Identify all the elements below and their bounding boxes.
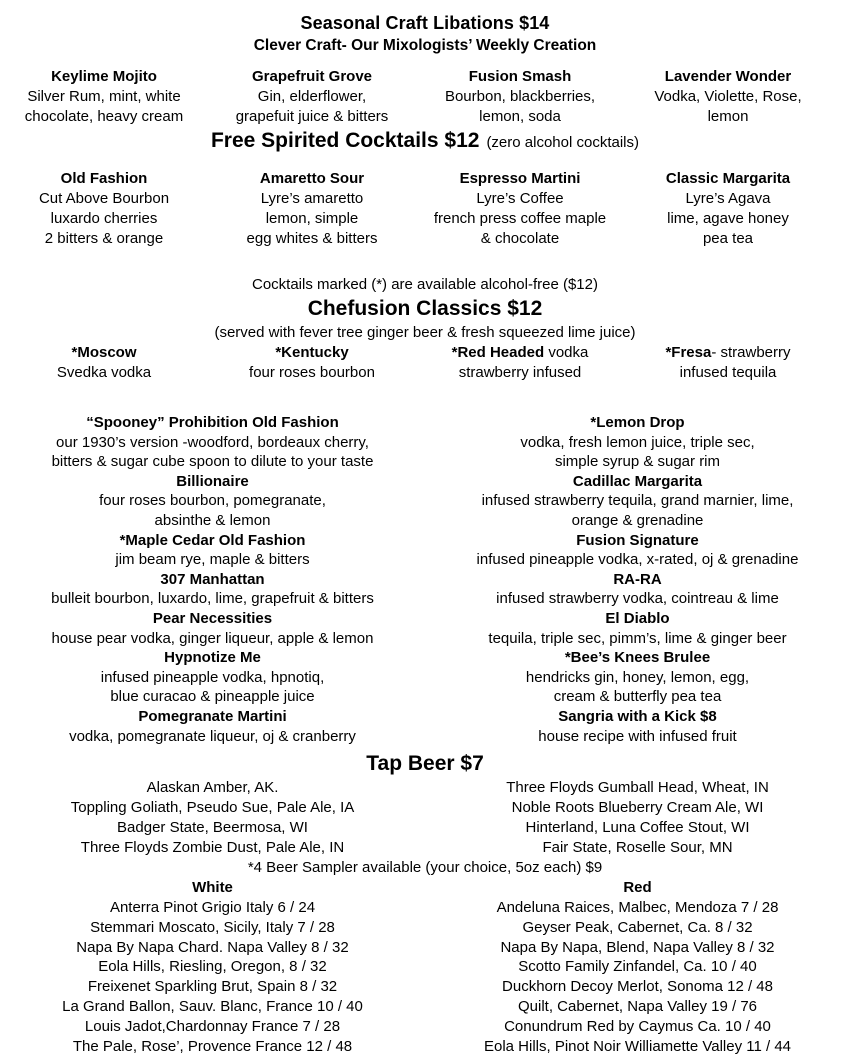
item-name: Cadillac Margarita [572,472,703,490]
wine-section [0,898,850,1056]
item-desc-line: jim beam rye, maple & bitters [115,551,310,569]
tap-beer-left-column [0,778,425,858]
wine-item: Scotto Family Zinfandel, Ca. 10 / 40 [518,958,757,976]
seasonal-subtitle: Clever Craft- Our Mixologists’ Weekly Creation [253,37,597,54]
item-name: Pomegranate Martini [138,707,287,725]
beer-sampler-note: *4 Beer Sampler available (your choice, 5oz each) $9 [247,859,603,877]
item-desc-line: Vodka, Violette, Rose, [654,88,802,105]
item-name: *Lemon Drop [590,414,685,431]
item-desc-line: tequila, triple sec, pimm’s, lime & ginger beer [488,629,787,647]
menu-item [416,343,624,383]
tap-beer-right-column [425,778,850,858]
item-name: 307 Manhattan [160,570,265,588]
item-desc-line: absinthe & lemon [154,511,271,529]
chefusion-items-row [0,343,832,383]
item-desc-line: Lyre’s Agava [685,190,771,207]
item-desc-line: our 1930’s version -woodford, bordeaux cherry, [56,433,369,451]
red-wine-header: Red [623,879,652,897]
item-desc-line: Gin, elderflower, [257,88,367,105]
menu-item [416,67,624,127]
item-desc-line: Lyre’s Coffee [476,190,564,207]
menu-item [435,531,840,570]
wine-item: The Pale, Rose’, Provence France 12 / 48 [72,1037,353,1055]
menu-item [435,413,840,472]
signature-cocktails-section [0,413,850,746]
red-wine-column [425,898,850,1056]
item-name: El Diablo [605,609,670,627]
beer-item: Three Floyds Zombie Dust, Pale Ale, IN [80,839,345,857]
item-name: Keylime Mojito [51,68,157,85]
menu-item [10,472,415,531]
menu-item [435,707,840,746]
menu-item [208,169,416,249]
item-desc-line: four roses bourbon [249,364,375,381]
item-name: Hypnotize Me [164,649,261,667]
wine-headers-row [0,878,850,898]
menu-item [10,570,415,609]
item-desc-line: house pear vodka, ginger liqueur, apple & lemon [51,629,374,647]
item-desc-line: lemon [707,108,749,125]
menu-item [0,343,208,383]
item-desc-line: strawberry infused [458,364,582,381]
white-wine-header: White [192,879,233,897]
menu-item [416,169,624,249]
menu-item [208,343,416,383]
wine-item: Freixenet Sparkling Brut, Spain 8 / 32 [87,978,338,996]
item-desc-line: Silver Rum, mint, white [27,88,181,105]
item-desc-line: house recipe with infused fruit [538,727,737,745]
beer-item: Noble Roots Blueberry Cream Ale, WI [511,799,764,817]
signature-right-column [425,413,850,746]
item-desc-line: grapefuit juice & bitters [235,108,389,125]
item-name-rest: vodka [544,344,589,361]
white-wine-column [0,898,425,1056]
menu-item [10,648,415,707]
item-desc-line: blue curacao & pineapple juice [110,688,315,706]
item-desc-line: cream & butterfly pea tea [553,688,722,706]
beer-item: Three Floyds Gumball Head, Wheat, IN [506,779,769,797]
item-desc-line: bulleit bourbon, luxardo, lime, grapefruit & bitters [51,590,374,608]
item-name: “Spooney” Prohibition Old Fashion [86,414,339,431]
seasonal-items-row [0,67,832,127]
tap-beer-section [0,778,850,858]
item-name-line [628,343,828,363]
wine-item: Stemmari Moscato, Sicily, Italy 7 / 28 [90,918,335,936]
menu-item [0,169,208,249]
menu-item [10,413,415,472]
menu-item [624,67,832,127]
menu-item [10,707,415,746]
menu-item [624,343,832,383]
item-desc-line: lime, agave honey [667,210,789,227]
free-spirited-header [0,127,850,157]
beer-item: Badger State, Beermosa, WI [117,819,308,837]
item-desc-line: Lyre’s amaretto [260,190,364,207]
item-desc-line: chocolate, heavy cream [24,108,184,125]
seasonal-title: Seasonal Craft Libations $14 [300,13,550,33]
menu-item [10,531,415,570]
item-desc-line: hendricks gin, honey, lemon, egg, [525,668,750,686]
item-name: Espresso Martini [459,170,581,187]
wine-item: La Grand Ballon, Sauv. Blanc, France 10 / 40 [62,998,363,1016]
item-desc-line: french press coffee maple [433,210,607,227]
item-name: *Red Headed [451,344,545,361]
wine-item: Geyser Peak, Cabernet, Ca. 8 / 32 [522,918,753,936]
tap-beer-title: Tap Beer $7 [366,752,484,776]
menu-item [208,67,416,127]
item-name-rest: - strawberry [711,344,791,361]
menu-item [624,169,832,249]
item-desc-line: lemon, soda [479,108,561,125]
item-name-line [420,343,620,363]
item-name: *Bee’s Knees Brulee [564,649,711,667]
chefusion-subtitle: (served with fever tree ginger beer & fresh squeezed lime juice) [214,324,636,341]
item-desc-line: Cut Above Bourbon [38,190,170,207]
item-desc-line: luxardo cherries [50,210,158,227]
menu-item [435,570,840,609]
item-desc-line: egg whites & bitters [246,230,378,247]
wine-item: Napa By Napa Chard. Napa Valley 8 / 32 [76,938,349,956]
item-desc-line: 2 bitters & orange [44,230,164,247]
item-name: Fusion Signature [576,531,699,549]
item-name: Pear Necessities [152,609,273,627]
item-name: Grapefruit Grove [251,68,373,85]
item-name: Sangria with a Kick $8 [558,707,717,725]
wine-item: Eola Hills, Pinot Noir Williamette Valley 11 / 44 [483,1037,792,1055]
menu-item [10,609,415,648]
item-name: *Moscow [71,344,137,361]
item-name: *Maple Cedar Old Fashion [119,531,306,549]
item-desc-line: orange & grenadine [571,511,704,529]
signature-left-column [0,413,425,746]
menu-item [435,472,840,531]
item-name-line [212,343,412,363]
wine-item: Napa By Napa, Blend, Napa Valley 8 / 32 [500,938,775,956]
beer-item: Hinterland, Luna Coffee Stout, WI [525,819,750,837]
item-desc-line: Svedka vodka [56,364,152,381]
menu-item [435,609,840,648]
wine-item: Duckhorn Decoy Merlot, Sonoma 12 / 48 [502,978,773,996]
item-name: *Kentucky [275,344,349,361]
item-name: Billionaire [176,472,249,490]
free-spirited-title-suffix: (zero alcohol cocktails) [486,134,639,151]
menu-item [0,67,208,127]
item-name: Fusion Smash [468,68,572,85]
item-desc-line: bitters & sugar cube spoon to dilute to your taste [51,453,374,471]
item-name: *Fresa [665,344,712,361]
item-name: Lavender Wonder [664,68,792,85]
beer-item: Toppling Goliath, Pseudo Sue, Pale Ale, IA [70,799,355,817]
free-spirited-title: Free Spirited Cocktails $12 [210,129,480,152]
item-name: Old Fashion [60,170,148,187]
beer-item: Alaskan Amber, AK. [146,779,279,797]
menu-item [435,648,840,707]
item-desc-line: infused tequila [679,364,777,381]
item-desc-line: & chocolate [480,230,560,247]
free-spirited-items-row [0,169,832,249]
item-desc-line: four roses bourbon, pomegranate, [99,492,326,510]
item-name: Amaretto Sour [259,170,365,187]
item-desc-line: infused pineapple vodka, x-rated, oj & grenadine [476,551,799,569]
wine-item: Andeluna Raices, Malbec, Mendoza 7 / 28 [496,899,779,917]
item-desc-line: vodka, pomegranate liqueur, oj & cranberry [69,727,356,745]
item-desc-line: simple syrup & sugar rim [554,453,721,471]
item-name: RA-RA [613,570,662,588]
item-desc-line: pea tea [702,230,754,247]
alcohol-free-note: Cocktails marked (*) are available alcohol-free ($12) [252,276,598,293]
item-desc-line: infused strawberry tequila, grand marnier, lime, [481,492,794,510]
item-name: Classic Margarita [665,170,791,187]
item-desc-line: infused strawberry vodka, cointreau & lime [496,590,779,608]
wine-item: Conundrum Red by Caymus Ca. 10 / 40 [504,1017,771,1035]
beer-item: Fair State, Roselle Sour, MN [542,839,733,857]
item-desc-line: infused pineapple vodka, hpnotiq, [100,668,325,686]
wine-item: Eola Hills, Riesling, Oregon, 8 / 32 [98,958,327,976]
item-desc-line: vodka, fresh lemon juice, triple sec, [520,433,755,451]
wine-item: Anterra Pinot Grigio Italy 6 / 24 [109,899,316,917]
item-name-line [4,343,204,363]
wine-item: Quilt, Cabernet, Napa Valley 19 / 76 [517,998,758,1016]
chefusion-title: Chefusion Classics $12 [307,297,543,320]
wine-item: Louis Jadot,Chardonnay France 7 / 28 [84,1017,341,1035]
item-desc-line: lemon, simple [265,210,359,227]
item-desc-line: Bourbon, blackberries, [444,88,596,105]
